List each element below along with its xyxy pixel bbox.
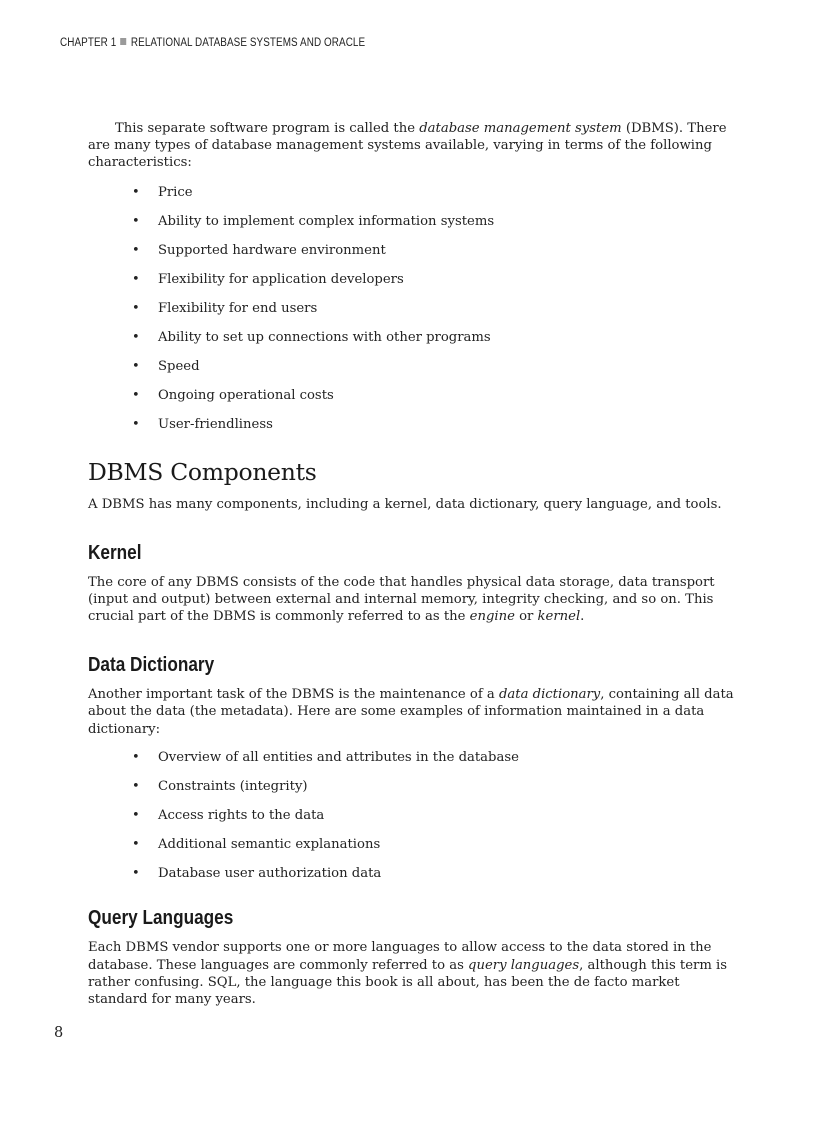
section-heading-dbms-components: DBMS Components <box>88 458 317 487</box>
intro-text-before: This separate software program is called the <box>115 121 420 136</box>
bullet-icon: • <box>132 359 140 375</box>
list-item-text: Flexibility for application developers <box>158 271 404 287</box>
list-item <box>88 358 736 387</box>
list-item <box>88 778 736 807</box>
page-content <box>88 120 736 1008</box>
bullet-icon: • <box>132 866 140 882</box>
list-item-text: Ability to set up connections with other programs <box>158 330 491 346</box>
list-item-text: Supported hardware environment <box>158 242 386 258</box>
list-item-text: Ongoing operational costs <box>158 388 334 404</box>
list-item-text: Overview of all entities and attributes in the database <box>158 749 519 765</box>
ql-text-after: , although this term is rather confusing. SQL, the language this book is all about, has been the de facto market standard for many years. <box>88 957 728 1007</box>
bullet-icon: • <box>132 808 140 824</box>
bullet-icon: • <box>132 271 140 287</box>
list-item-text: User-friendliness <box>158 417 273 433</box>
section-heading-data-dictionary: Data Dictionary <box>88 654 215 677</box>
list-item-text: Flexibility for end users <box>158 300 318 316</box>
list-item-text: Database user authorization data <box>158 866 382 882</box>
kernel-text-before: The core of any DBMS consists of the code that handles physical data storage, data transport (input and output) between external and internal memory, integrity checking, and so on. This crucial part of the DBMS is commonly referred to as the <box>88 574 715 625</box>
list-item <box>88 865 736 894</box>
characteristics-list <box>88 184 736 446</box>
list-item-text: Access rights to the data <box>158 808 325 824</box>
list-item-text: Ability to implement complex information systems <box>158 213 495 229</box>
list-item <box>88 836 736 865</box>
list-item <box>88 271 736 300</box>
bullet-icon: • <box>132 300 140 316</box>
list-item <box>88 749 736 778</box>
bullet-icon: • <box>132 242 140 258</box>
bullet-icon: • <box>132 749 140 765</box>
list-item-text: Additional semantic explanations <box>158 837 381 853</box>
chapter-label: CHAPTER 1 <box>60 37 117 49</box>
section-heading-query-languages: Query Languages <box>88 907 234 930</box>
kernel-term-engine: engine <box>469 609 515 625</box>
intro-term: database management system <box>419 121 622 136</box>
list-item <box>88 329 736 358</box>
list-item <box>88 387 736 416</box>
kernel-text-middle: or <box>514 609 538 625</box>
intro-paragraph <box>88 120 736 172</box>
bullet-icon: • <box>132 330 140 346</box>
list-item <box>88 300 736 329</box>
data-dictionary-list <box>88 749 736 894</box>
kernel-term-kernel: kernel <box>537 609 581 625</box>
bullet-icon: • <box>132 417 140 433</box>
list-item <box>88 242 736 271</box>
dd-text-before: Another important task of the DBMS is the maintenance of a <box>88 687 499 703</box>
bullet-icon: • <box>132 778 140 794</box>
components-paragraph: A DBMS has many components, including a kernel, data dictionary, query language, and tools. <box>88 497 722 513</box>
kernel-text-after: . <box>580 609 585 625</box>
section-heading-kernel: Kernel <box>88 541 142 564</box>
list-item <box>88 807 736 836</box>
bullet-icon: • <box>132 184 140 200</box>
bullet-icon: • <box>132 388 140 404</box>
list-item-text: Constraints (integrity) <box>158 778 308 794</box>
ql-term: query languages <box>468 957 580 973</box>
list-item-text: Speed <box>158 359 200 375</box>
bullet-icon: • <box>132 213 140 229</box>
intro-text-after: (DBMS). There are many types of database management systems available, varying in terms of the following characteristics: <box>88 121 727 171</box>
page-number: 8 <box>54 1025 64 1041</box>
dd-term: data dictionary <box>498 687 601 703</box>
kernel-paragraph <box>88 574 736 626</box>
separator-square-icon <box>121 38 127 45</box>
bullet-icon: • <box>132 837 140 853</box>
dd-text-after: , containing all data about the data (the metadata). Here are some examples of information maintained in a data dictionary: <box>88 687 734 737</box>
ql-text-before: Each DBMS vendor supports one or more languages to allow access to the data stored in the database. These languages are commonly referred to as <box>88 940 712 973</box>
list-item <box>88 416 736 445</box>
query-languages-paragraph <box>88 939 736 1008</box>
list-item-text: Price <box>158 184 193 200</box>
list-item <box>88 213 736 242</box>
chapter-title: RELATIONAL DATABASE SYSTEMS AND ORACLE <box>130 37 366 49</box>
running-head <box>60 37 365 49</box>
data-dictionary-paragraph <box>88 686 736 738</box>
list-item <box>88 184 736 213</box>
